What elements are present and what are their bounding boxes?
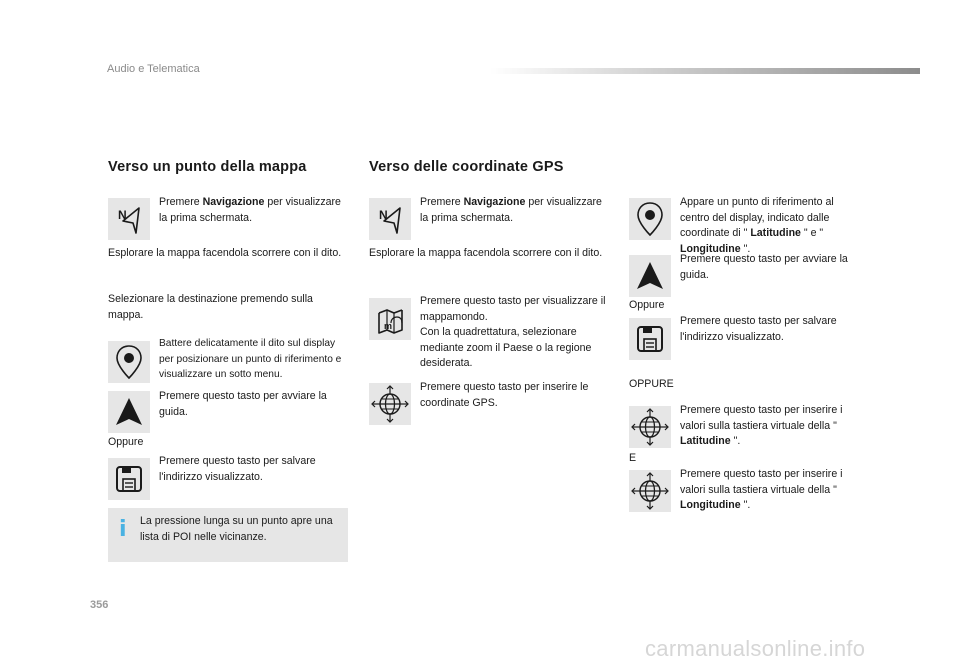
watermark: carmanualsonline.info (645, 636, 866, 661)
map-pin-button[interactable] (108, 341, 150, 383)
right-step-latitude: Premere questo tasto per inserire i valori sulla tastiera virtuale della " Latitudine ". (680, 404, 843, 447)
right-step-save: Premere questo tasto per salvare l'indirizzo visualizzato. (680, 315, 837, 343)
map-pin-icon (109, 342, 149, 382)
middle-step-navigation: Premere Navigazione per visualizzare la prima schermata. (420, 196, 602, 224)
middle-step-world-map-line1: Premere questo tasto per visualizzare il mappamondo. (420, 295, 606, 323)
left-step-navigation: Premere Navigazione per visualizzare la prima schermata. (159, 196, 341, 224)
save-icon (109, 459, 149, 499)
info-icon: i (119, 517, 127, 542)
start-guidance-icon (109, 392, 149, 432)
right-oppure-label: Oppure (629, 299, 665, 311)
gps-coordinates-icon (630, 407, 670, 447)
world-map-button[interactable] (369, 298, 411, 340)
right-e-label: E (629, 452, 637, 464)
start-guidance-button[interactable] (108, 391, 150, 433)
middle-step-world-map (420, 294, 608, 372)
navigation-button[interactable] (108, 198, 150, 240)
gps-coordinates-button[interactable] (369, 383, 411, 425)
middle-para-scroll-map: Esplorare la mappa facendola scorrere con il dito. (369, 247, 603, 259)
world-map-icon (370, 299, 410, 339)
map-pin-button-gps[interactable] (629, 198, 671, 240)
page-number: 356 (90, 599, 109, 611)
navigation-button-gps[interactable] (369, 198, 411, 240)
gps-coordinates-icon (370, 384, 410, 424)
left-step-guidance: Premere questo tasto per avviare la guida. (159, 390, 327, 418)
save-icon (630, 319, 670, 359)
gps-coordinates-icon (630, 471, 670, 511)
left-step-tap-display: Battere delicatamente il dito sul display per posizionare un punto di riferimento e visualizzare un sotto menu. (159, 338, 342, 380)
middle-step-gps: Premere questo tasto per inserire le coordinate GPS. (420, 381, 589, 409)
middle-section-title: Verso delle coordinate GPS (369, 159, 564, 175)
longitude-input-button[interactable] (629, 470, 671, 512)
left-para-scroll-map: Esplorare la mappa facendola scorrere con il dito. (108, 247, 342, 259)
right-step-reference-point: Appare un punto di riferimento al centro del display, indicato dalle coordinate di " Latitudine " e " Longitudine ". (680, 196, 834, 255)
latitude-input-button[interactable] (629, 406, 671, 448)
right-step-guidance: Premere questo tasto per avviare la guida. (680, 253, 848, 281)
save-button[interactable] (108, 458, 150, 500)
middle-step-world-map-line2: Con la quadrettatura, selezionare mediante zoom il Paese o la regione desiderata. (420, 326, 592, 369)
left-oppure-label: Oppure (108, 436, 144, 448)
navigation-icon (109, 199, 149, 239)
save-button-gps[interactable] (629, 318, 671, 360)
info-text: La pressione lunga su un punto apre una lista di POI nelle vicinanze. (140, 515, 333, 543)
right-oppure-caps-label: OPPURE (629, 378, 674, 390)
left-para-select-destination: Selezionare la destinazione premendo sulla mappa. (108, 293, 313, 321)
header-title: Audio e Telematica (107, 63, 200, 75)
start-guidance-button-gps[interactable] (629, 255, 671, 297)
start-guidance-icon (630, 256, 670, 296)
left-section-title: Verso un punto della mappa (108, 159, 307, 175)
navigation-icon (370, 199, 410, 239)
map-pin-icon (630, 199, 670, 239)
right-step-longitude: Premere questo tasto per inserire i valori sulla tastiera virtuale della " Longitudine ". (680, 468, 843, 511)
header-gradient-bar (490, 68, 920, 74)
left-step-save: Premere questo tasto per salvare l'indirizzo visualizzato. (159, 455, 316, 483)
